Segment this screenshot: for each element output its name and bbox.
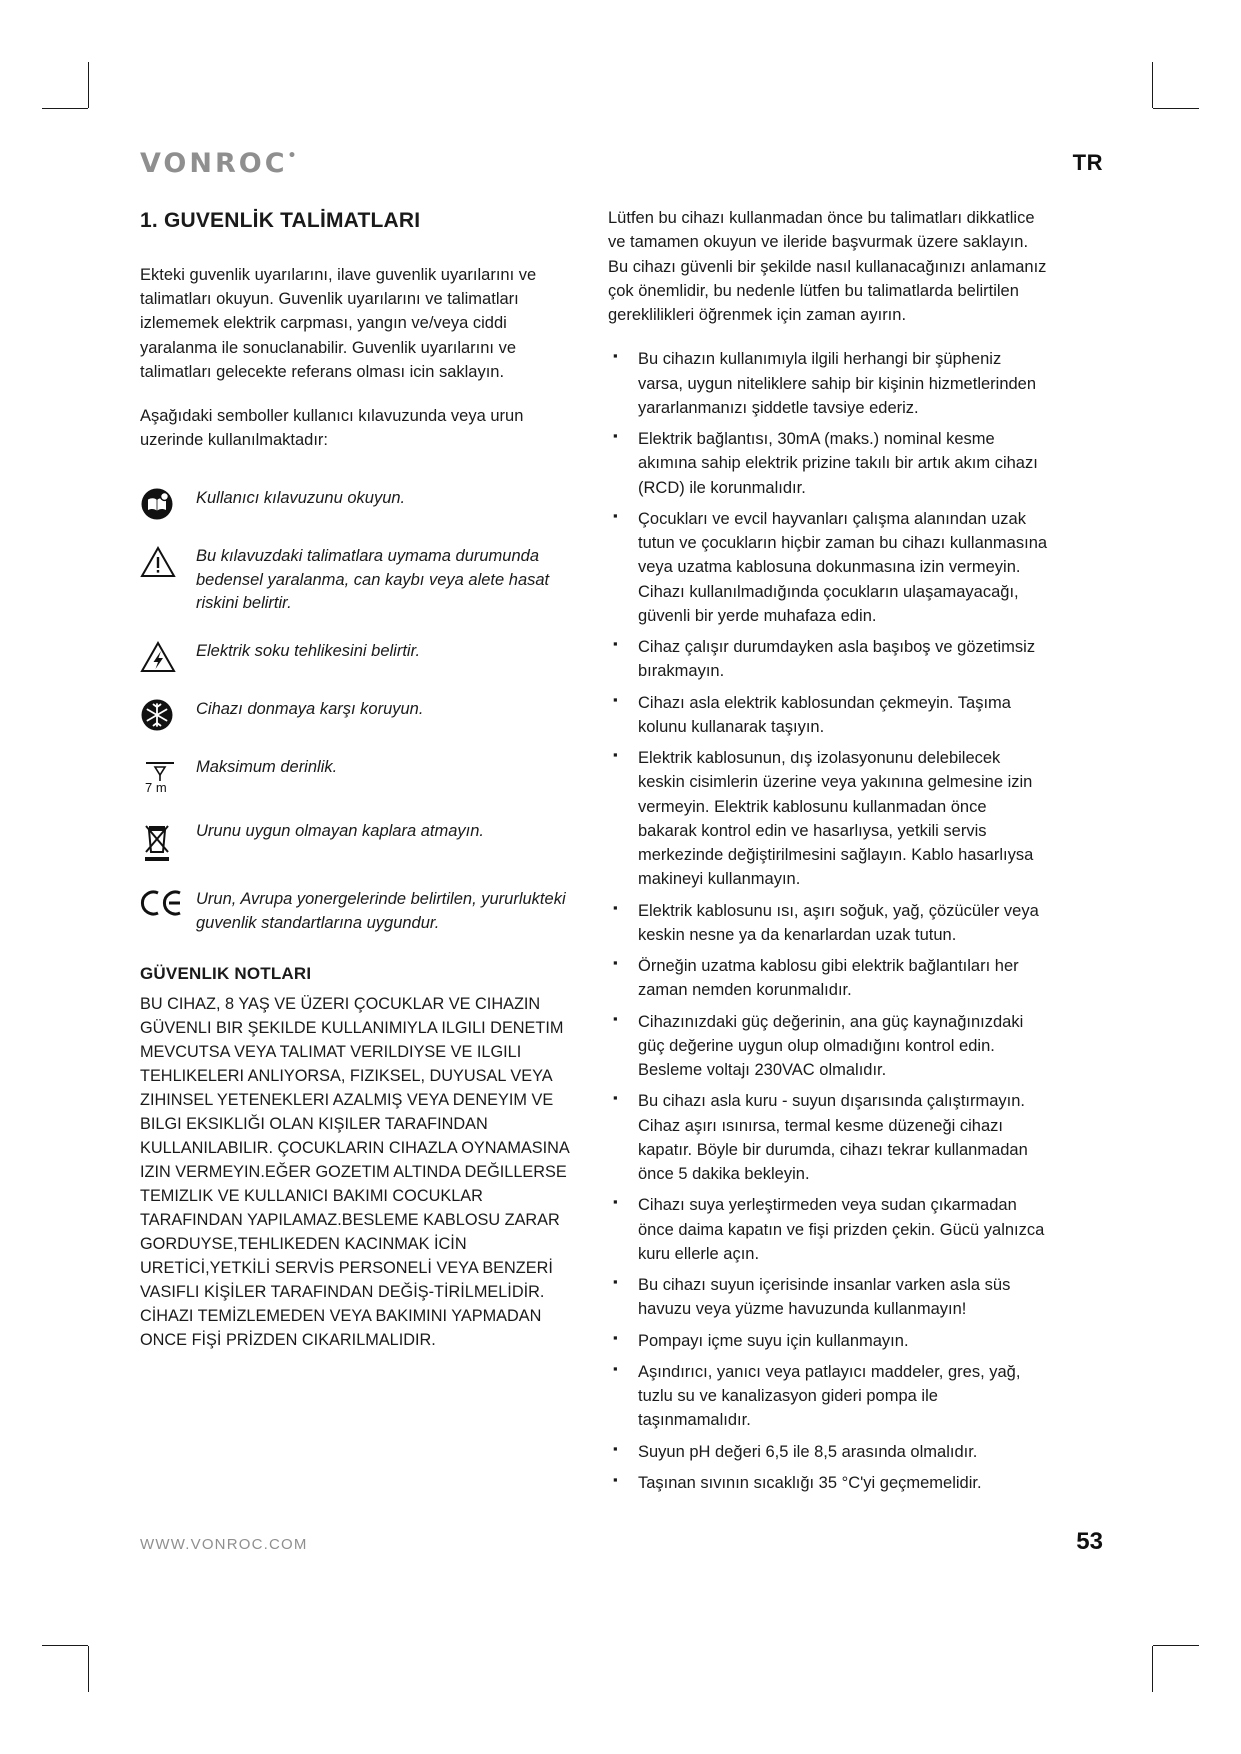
list-item: ▪ Cihaz çalışır durumdayken asla başıboş ve gözetimsiz bırakmayın. xyxy=(608,635,1048,684)
crop-mark-top-right-vertical xyxy=(1152,62,1153,108)
intro-paragraph-2: Aşağıdaki semboller kullanıcı kılavuzunda veya urun uzerinde kullanılmaktadır: xyxy=(140,407,524,450)
warning-triangle-icon xyxy=(140,543,196,579)
crop-mark-top-left-vertical xyxy=(88,62,89,108)
symbol-text-frost: Cihazı donmaya karşı koruyun. xyxy=(196,700,424,719)
left-column xyxy=(140,206,580,1353)
symbol-text-electric-shock: Elektrik soku tehlikesini belirtir. xyxy=(196,642,421,661)
symbol-row-read-manual xyxy=(140,485,580,521)
symbol-text-read-manual: Kullanıcı kılavuzunu okuyun. xyxy=(196,488,406,507)
list-item: ▪ Taşınan sıvının sıcaklığı 35 °C'yi geçmemelidir. xyxy=(608,1471,1048,1495)
list-item: ▪ Bu cihazı asla kuru - suyun dışarısında çalıştırmayın. Cihaz aşırı ısınırsa, termal kesme düzeneği cihazı kapatır. Böyle bir durumda, cihazı tekrar kullanmadan önce 5 dakika bekleyin. xyxy=(608,1089,1048,1186)
list-item: ▪ Elektrik kablosunu ısı, aşırı soğuk, yağ, çözücüler veya keskin nesne ya da kenarlardan uzak tutun. xyxy=(608,899,1048,948)
list-item: ▪ Aşındırıcı, yanıcı veya patlayıcı maddeler, gres, yağ, tuzlu su ve kanalizasyon gideri pompa ile taşınmamalıdır. xyxy=(608,1360,1048,1433)
crop-mark-bottom-right-horizontal xyxy=(1153,1645,1199,1646)
symbol-row-waste xyxy=(140,818,580,864)
footer-website-url: WWW.VONROC.COM xyxy=(140,1536,308,1553)
list-item: ▪ Çocukları ve evcil hayvanları çalışma alanından uzak tutun ve çocukların hiçbir zaman bu cihazı kullanmasına veya uzatma kablosuna dokunmasına izin vermeyin. Cihazı kullanılmadığında çocukların ulaşamayacağı, güvenli bir yerde muhafaza edin. xyxy=(608,507,1048,628)
brand-logo xyxy=(140,148,296,179)
page-title: 1. GUVENLİK TALİMATLARI xyxy=(140,209,421,232)
right-column xyxy=(608,206,1048,1502)
safety-bullet-list xyxy=(608,347,1048,1495)
crop-mark-top-right-horizontal xyxy=(1153,108,1199,109)
symbol-row-max-depth xyxy=(140,754,580,796)
list-item: ▪ Bu cihazın kullanımıyla ilgili herhangi bir şüpheniz varsa, uygun niteliklere sahip bir kişinin hizmetlerinden yararlanmanızı şiddetle tavsiye ederiz. xyxy=(608,347,1048,420)
language-code: TR xyxy=(1072,150,1103,175)
crop-mark-bottom-left-horizontal xyxy=(42,1645,88,1646)
crop-mark-bottom-left-vertical xyxy=(88,1646,89,1692)
intro-paragraph-1: Ekteki guvenlik uyarılarını, ilave guvenlik uyarılarını ve talimatları okuyun. Guvenlik uyarılarını ve talimatları izlememek elektrik carpması, yangın ve/veya ciddi yaralanma ile sonuclanabilir. Guvenlik uyarılarını ve talimatları gelecekte referans olması icin saklayın. xyxy=(140,265,537,381)
list-item: ▪ Cihazı suya yerleştirmeden veya sudan çıkarmadan önce daima kapatın ve fişi prizden çekin. Gücü yalnızca kuru ellerle açın. xyxy=(608,1193,1048,1266)
list-item: ▪ Elektrik kablosunun, dış izolasyonunu delebilecek keskin cisimlerin üzerine veya yakınına gelmesine izin vermeyin. Elektrik kablosunu kullanmadan önce bakarak kontrol edin ve hasarlıysa, yetkili servis merkezinde değiştirilmesini sağlayın. Kablo hasarlıysa makineyi kullanmayın. xyxy=(608,746,1048,892)
list-item: ▪ Örneğin uzatma kablosu gibi elektrik bağlantıları her zaman nemden korunmalıdır. xyxy=(608,954,1048,1003)
max-depth-icon xyxy=(140,754,196,796)
crop-mark-bottom-right-vertical xyxy=(1152,1646,1153,1692)
safety-notes-body: BU CIHAZ, 8 YAŞ VE ÜZERI ÇOCUKLAR VE CIHAZIN GÜVENLI BIR ŞEKILDE KULLANIMIYLA ILGILI DENETIM MEVCUTSA VEYA TALIMAT VERILDIYSE VE ILGILI TEHLIKELERI ANLIYORSA, FIZIKSEL, DUYUSAL VEYA ZIHINSEL YETENEKLERI AZALMIŞ VEYA DENEYIM VE BILGI EKSIKLIĞI OLAN KIŞILER TARAFINDAN KULLANILABILIR. ÇOCUKLARIN CIHAZLA OYNAMASINA IZIN VERMEYIN.EĞER GOZETIM ALTINDA DEĞILLERSE TEMIZLIK VE KULLANICI BAKIMI COCUKLAR TARAFINDAN YAPILAMAZ.BESLEME KABLOSU ZARAR GORDUYSE,TEHLIKEDEN KACINMAK İCİN URETİCİ,YETKİLİ SERVİS PERSONELİ VEYA BENZERİ VASIFLI KİŞİLER TARAFINDAN DEĞİŞ-TİRİLMELİDİR. CİHAZI TEMİZLEMEDEN VEYA BAKIMINI YAPMADAN ONCE FİŞİ PRİZDEN CIKARILMALIDIR. xyxy=(140,995,569,1349)
crop-mark-top-left-horizontal xyxy=(42,108,88,109)
symbol-text-max-depth: Maksimum derinlik. xyxy=(196,758,338,777)
safety-notes-title: GÜVENLIK NOTLARI xyxy=(140,964,312,984)
list-item: ▪ Elektrik bağlantısı, 30mA (maks.) nominal kesme akımına sahip elektrik prizine takılı bir artık akım cihazı (RCD) ile korunmalıdır. xyxy=(608,427,1048,500)
symbol-row-electric-shock xyxy=(140,638,580,674)
symbol-legend-list xyxy=(140,485,580,937)
symbol-text-waste: Urunu uygun olmayan kaplara atmayın. xyxy=(196,822,484,841)
symbol-row-ce xyxy=(140,886,580,936)
list-item: ▪ Bu cihazı suyun içerisinde insanlar varken asla süs havuzu veya yüzme havuzunda kullanmayın! xyxy=(608,1273,1048,1322)
list-item: ▪ Cihazınızdaki güç değerinin, ana güç kaynağınızdaki güç değerine uygun olup olmadığını kontrol edin. Besleme voltajı 230VAC olmalıdır. xyxy=(608,1010,1048,1083)
symbol-text-ce: Urun, Avrupa yonergelerinde belirtilen, yururlukteki guvenlik standartlarına uygundur. xyxy=(196,890,566,933)
ce-mark-icon xyxy=(140,886,196,918)
read-manual-icon xyxy=(140,485,196,521)
page-number: 53 xyxy=(1076,1528,1103,1555)
symbol-text-warning: Bu kılavuzdaki talimatlara uymama durumunda bedensel yaralanma, can kaybı veya alete hasat riskini belirtir. xyxy=(196,546,550,613)
list-item: ▪ Suyun pH değeri 6,5 ile 8,5 arasında olmalıdır. xyxy=(608,1440,1048,1464)
symbol-row-warning xyxy=(140,543,580,617)
electric-shock-icon xyxy=(140,638,196,674)
no-waste-bin-icon xyxy=(140,818,196,864)
brand-logo-text: VONROC xyxy=(140,148,288,179)
brand-logo-dot: • xyxy=(287,148,297,164)
frost-protection-icon xyxy=(140,696,196,732)
list-item: ▪ Cihazı asla elektrik kablosundan çekmeyin. Taşıma kolunu kullanarak taşıyın. xyxy=(608,691,1048,740)
symbol-row-frost xyxy=(140,696,580,732)
right-intro-paragraph: Lütfen bu cihazı kullanmadan önce bu talimatları dikkatlice ve tamamen okuyun ve ileride başvurmak üzere saklayın. Bu cihazı güvenli bir şekilde nasıl kullanacağınızı anlamanız çok önemlidir, bu nedenle lütfen bu talimatlarda belirtilen gereklilikleri öğrenmek için zaman ayırın. xyxy=(608,209,1047,324)
list-item: ▪ Pompayı içme suyu için kullanmayın. xyxy=(608,1329,1048,1353)
svg-text:7 m: 7 m xyxy=(145,780,167,796)
